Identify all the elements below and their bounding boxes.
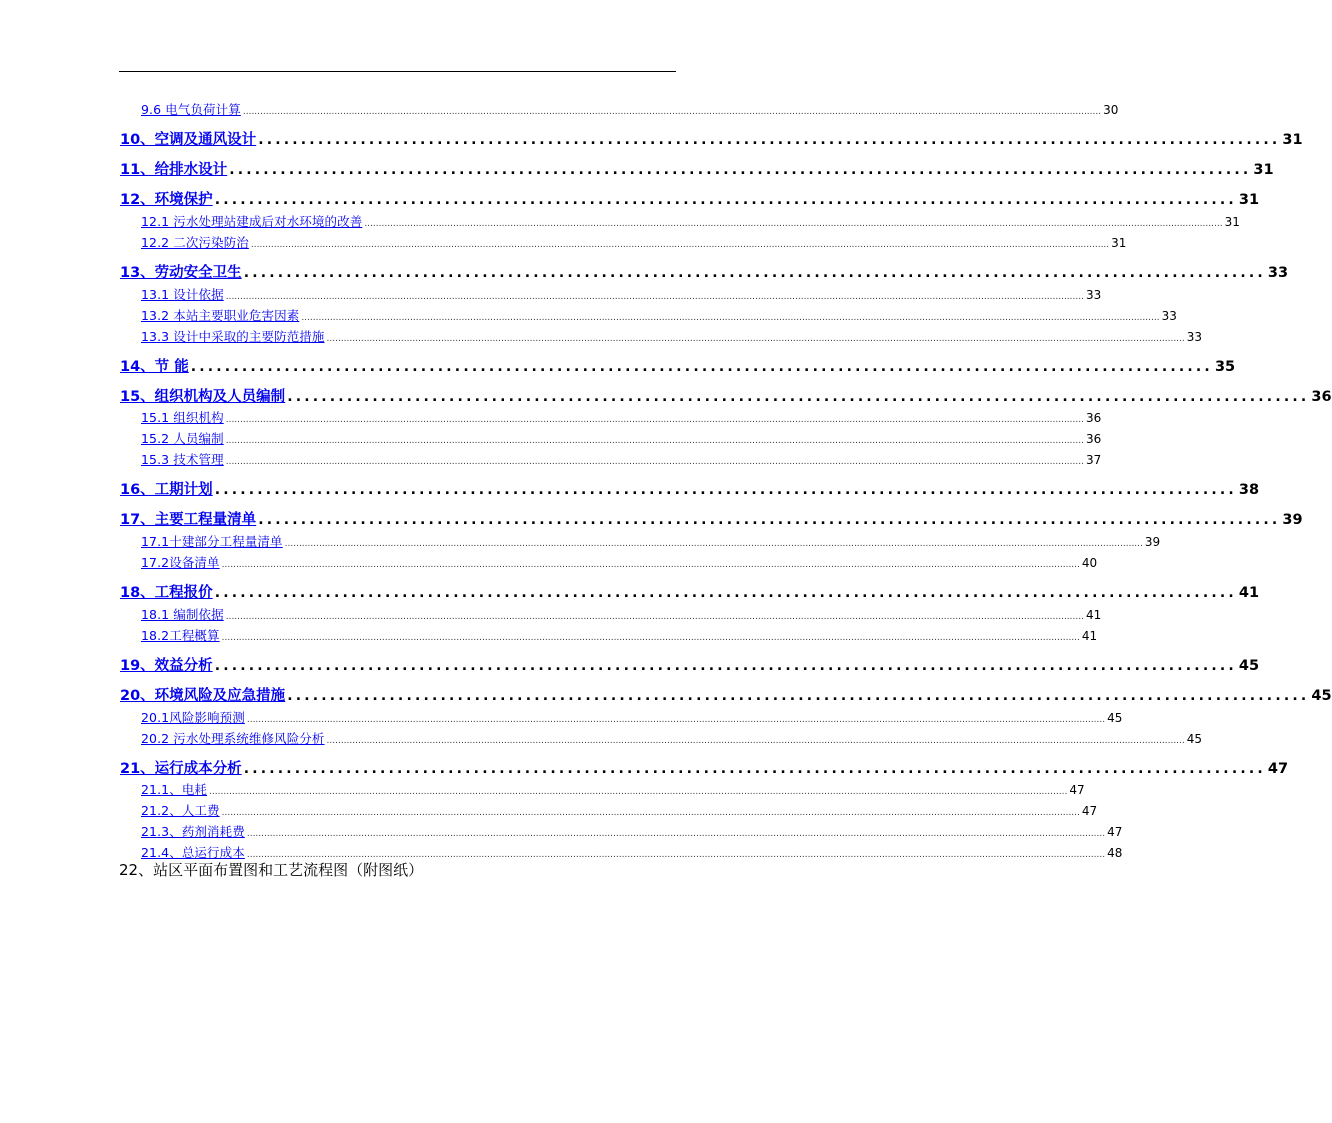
toc-entry-title[interactable]: 13.3 设计中采取的主要防范措施 xyxy=(141,329,325,344)
toc-section-entry[interactable] xyxy=(0,605,1102,623)
toc-entry-title[interactable]: 15、组织机构及人员编制 xyxy=(120,389,286,405)
toc-entry-title[interactable]: 21、运行成本分析 xyxy=(120,761,242,777)
toc-page-number: 36 xyxy=(1085,411,1102,425)
toc-dot-leader: ............................................................................................................................................................................................................................................................................................................ xyxy=(246,850,1106,860)
toc-dot-leader: ............................................................................................................................................................................................................................................................................................................ xyxy=(250,240,1110,250)
toc-page-number: 40 xyxy=(1081,556,1098,570)
toc-dot-leader: ........................................................................................................................ xyxy=(214,585,1237,601)
toc-chapter-entry[interactable] xyxy=(0,385,1332,407)
toc-section-entry[interactable] xyxy=(0,285,1102,303)
toc-page-number: 41 xyxy=(1238,585,1260,601)
toc-entry-title[interactable]: 13、劳动安全卫生 xyxy=(120,265,242,281)
toc-page-number: 47 xyxy=(1267,761,1289,777)
toc-section-entry[interactable] xyxy=(0,327,1203,345)
toc-page-number: 36 xyxy=(1085,432,1102,446)
toc-chapter-entry[interactable] xyxy=(0,581,1260,603)
toc-page-number: 31 xyxy=(1238,192,1260,208)
toc-page-number: 33 xyxy=(1085,288,1102,302)
toc-dot-leader: ........................................................................................................................ xyxy=(214,482,1237,498)
toc-chapter-entry[interactable] xyxy=(0,478,1260,500)
toc-page-number: 37 xyxy=(1085,453,1102,467)
toc-dot-leader: ............................................................................................................................................................................................................................................................................................................ xyxy=(225,415,1084,425)
toc-page-number: 30 xyxy=(1103,103,1119,117)
toc-entry-title[interactable]: 12.2 二次污染防治 xyxy=(141,235,249,250)
toc-entry-title[interactable]: 14、节 能 xyxy=(120,359,189,375)
toc-section-entry[interactable] xyxy=(0,408,1102,426)
toc-entry-title[interactable]: 11、给排水设计 xyxy=(120,162,228,178)
toc-page-number: 35 xyxy=(1214,359,1236,375)
toc-dot-leader: ........................................................................................................................ xyxy=(287,389,1310,405)
toc-page-number: 47 xyxy=(1107,825,1123,839)
toc-dot-leader: ............................................................................................................................................................................................................................................................................................................ xyxy=(242,107,1102,117)
toc-page-number: 33 xyxy=(1267,265,1289,281)
toc-page-number: 45 xyxy=(1238,658,1260,674)
toc-entry-title[interactable]: 15.3 技术管理 xyxy=(141,452,224,467)
toc-dot-leader: ........................................................................................................................ xyxy=(190,359,1213,375)
toc-section-entry[interactable] xyxy=(0,233,1127,251)
toc-chapter-entry[interactable] xyxy=(0,757,1289,779)
toc-page-number: 41 xyxy=(1081,629,1098,643)
toc-entry-title[interactable]: 13.2 本站主要职业危害因素 xyxy=(141,308,300,323)
toc-chapter-entry[interactable] xyxy=(0,355,1236,377)
toc-chapter-entry[interactable] xyxy=(0,508,1303,530)
toc-entry-title[interactable]: 18.2工程概算 xyxy=(141,628,220,643)
toc-page-number: 39 xyxy=(1144,535,1161,549)
toc-section-entry[interactable] xyxy=(0,822,1123,840)
toc-page-number: 31 xyxy=(1253,162,1274,178)
toc-trailing-text: 22、站区平面布置图和工艺流程图（附图纸） xyxy=(119,861,424,879)
toc-section-entry[interactable] xyxy=(0,429,1102,447)
toc-page-number: 31 xyxy=(1282,132,1303,148)
toc-dot-leader: ........................................................................................................................ xyxy=(229,162,1252,178)
toc-page-number: 36 xyxy=(1311,389,1332,405)
toc-entry-title[interactable]: 15.1 组织机构 xyxy=(141,410,224,425)
toc-dot-leader: ........................................................................................................................ xyxy=(214,658,1237,674)
toc-dot-leader: ............................................................................................................................................................................................................................................................................................................ xyxy=(225,292,1084,302)
toc-section-entry[interactable] xyxy=(0,729,1203,747)
toc-page-number: 33 xyxy=(1161,309,1177,323)
toc-entry-title[interactable]: 9.6 电气负荷计算 xyxy=(141,102,241,117)
toc-section-entry[interactable] xyxy=(0,532,1161,550)
toc-chapter-entry[interactable] xyxy=(0,128,1303,150)
toc-entry-title[interactable]: 18、工程报价 xyxy=(120,585,213,601)
toc-entry-title[interactable]: 13.1 设计依据 xyxy=(141,287,224,302)
toc-dot-leader: ............................................................................................................................................................................................................................................................................................................ xyxy=(246,829,1106,839)
toc-dot-leader: ........................................................................................................................ xyxy=(258,512,1281,528)
toc-dot-leader: ........................................................................................................................ xyxy=(243,761,1266,777)
toc-page-number: 45 xyxy=(1107,711,1123,725)
toc-section-entry[interactable] xyxy=(0,626,1098,644)
toc-dot-leader: ............................................................................................................................................................................................................................................................................................................ xyxy=(284,539,1143,549)
toc-entry-title[interactable]: 17、主要工程量清单 xyxy=(120,512,257,528)
toc-section-entry[interactable] xyxy=(0,780,1085,798)
toc-section-entry[interactable] xyxy=(0,801,1098,819)
toc-page-number: 45 xyxy=(1186,732,1203,746)
toc-page-number: 48 xyxy=(1107,846,1123,860)
toc-dot-leader: ............................................................................................................................................................................................................................................................................................................ xyxy=(221,633,1080,643)
toc-entry-title[interactable]: 20、环境风险及应急措施 xyxy=(120,688,286,704)
toc-entry-title[interactable]: 21.1、电耗 xyxy=(141,782,208,797)
toc-page-number: 33 xyxy=(1186,330,1203,344)
toc-dot-leader: ............................................................................................................................................................................................................................................................................................................ xyxy=(326,334,1185,344)
toc-dot-leader: ............................................................................................................................................................................................................................................................................................................ xyxy=(225,436,1084,446)
toc-dot-leader: ........................................................................................................................ xyxy=(287,688,1310,704)
toc-dot-leader: ............................................................................................................................................................................................................................................................................................................ xyxy=(221,808,1080,818)
toc-dot-leader: ............................................................................................................................................................................................................................................................................................................ xyxy=(301,313,1160,323)
toc-entry-title[interactable]: 20.1风险影响预测 xyxy=(141,710,245,725)
toc-section-entry[interactable] xyxy=(0,708,1123,726)
toc-entry-title[interactable]: 10、空调及通风设计 xyxy=(120,132,257,148)
toc-chapter-entry[interactable] xyxy=(0,188,1260,210)
toc-page-number: 41 xyxy=(1085,608,1102,622)
toc-entry-title[interactable]: 12.1 污水处理站建成后对水环境的改善 xyxy=(141,214,363,229)
toc-chapter-entry[interactable] xyxy=(0,654,1260,676)
toc-entry-title[interactable]: 20.2 污水处理系统维修风险分析 xyxy=(141,731,325,746)
toc-section-entry[interactable] xyxy=(0,212,1240,230)
toc-dot-leader: ............................................................................................................................................................................................................................................................................................................ xyxy=(225,612,1084,622)
toc-entry-title[interactable]: 21.3、药剂消耗费 xyxy=(141,824,245,839)
toc-dot-leader: ........................................................................................................................ xyxy=(258,132,1281,148)
toc-entry-title[interactable]: 12、环境保护 xyxy=(120,192,213,208)
toc-entry-title[interactable]: 16、工期计划 xyxy=(120,482,213,498)
toc-dot-leader: ............................................................................................................................................................................................................................................................................................................ xyxy=(246,715,1106,725)
toc-dot-leader: ........................................................................................................................ xyxy=(243,265,1266,281)
toc-entry-title[interactable]: 18.1 编制依据 xyxy=(141,607,224,622)
toc-page-number: 31 xyxy=(1111,236,1127,250)
toc-page-number: 38 xyxy=(1238,482,1260,498)
toc-dot-leader: ............................................................................................................................................................................................................................................................................................................ xyxy=(221,560,1080,570)
header-rule xyxy=(119,71,676,72)
toc-entry-title[interactable]: 21.2、人工费 xyxy=(141,803,220,818)
toc-entry-title[interactable]: 19、效益分析 xyxy=(120,658,213,674)
toc-dot-leader: ........................................................................................................................ xyxy=(214,192,1237,208)
toc-page-number: 39 xyxy=(1282,512,1303,528)
toc-chapter-entry[interactable] xyxy=(0,261,1289,283)
toc-page-number: 47 xyxy=(1069,783,1085,797)
toc-section-entry[interactable] xyxy=(0,553,1098,571)
toc-section-entry[interactable] xyxy=(0,100,1119,118)
toc-dot-leader: ............................................................................................................................................................................................................................................................................................................ xyxy=(209,787,1068,797)
toc-entry-title[interactable]: 17.1十建部分工程量清单 xyxy=(141,534,283,549)
toc-dot-leader: ............................................................................................................................................................................................................................................................................................................ xyxy=(364,219,1223,229)
toc-page-number: 47 xyxy=(1081,804,1098,818)
toc-dot-leader: ............................................................................................................................................................................................................................................................................................................ xyxy=(225,457,1084,467)
toc-entry-title[interactable]: 21.4、总运行成本 xyxy=(141,845,245,860)
toc-dot-leader: ............................................................................................................................................................................................................................................................................................................ xyxy=(326,736,1185,746)
toc-chapter-entry[interactable] xyxy=(0,684,1332,706)
toc-section-entry[interactable] xyxy=(0,450,1102,468)
toc-page-number: 31 xyxy=(1224,215,1240,229)
toc-entry-title[interactable]: 17.2设备清单 xyxy=(141,555,220,570)
toc-entry-title[interactable]: 15.2 人员编制 xyxy=(141,431,224,446)
toc-section-entry[interactable] xyxy=(0,306,1177,324)
toc-page-number: 45 xyxy=(1311,688,1332,704)
toc-chapter-entry[interactable] xyxy=(0,158,1274,180)
